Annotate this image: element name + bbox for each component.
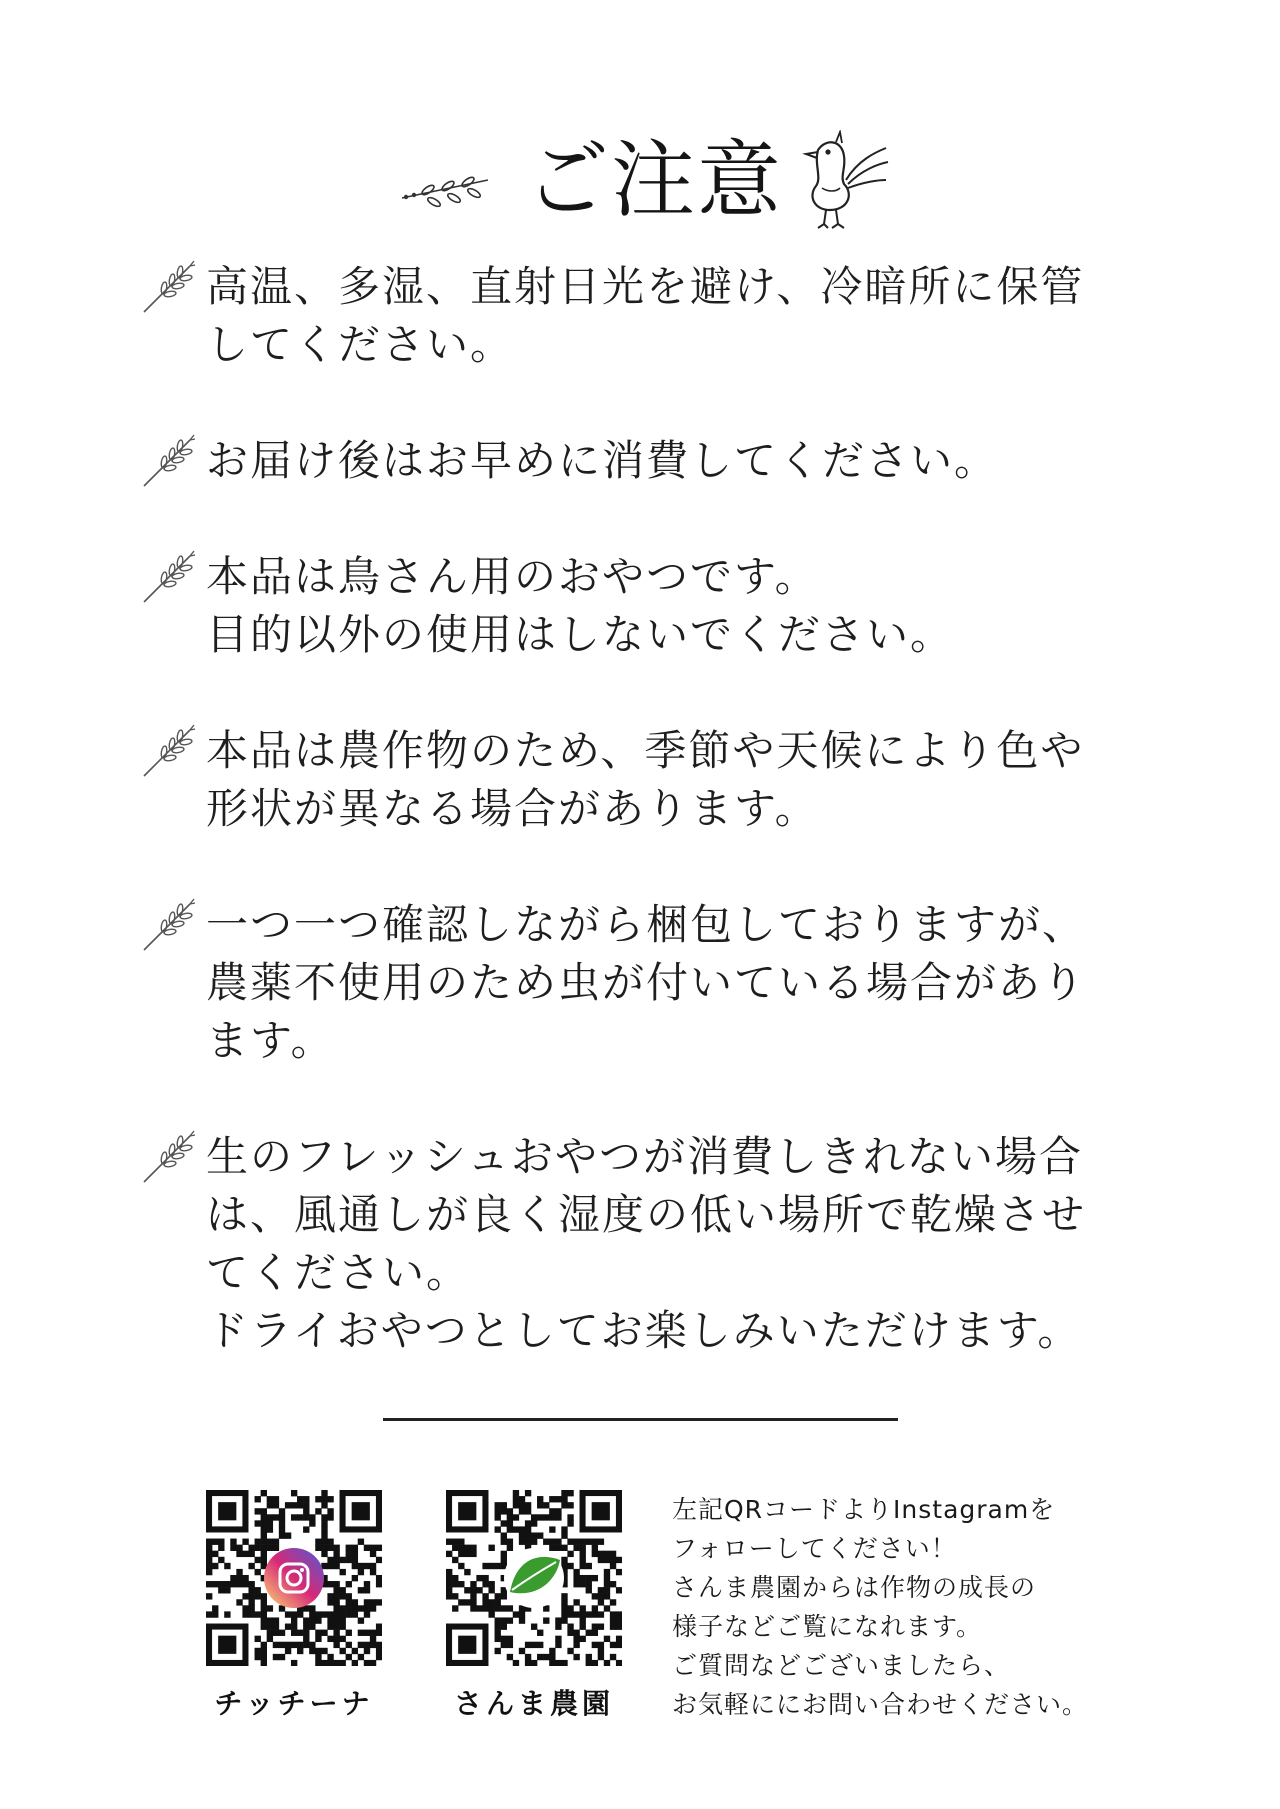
- qr-block-farm: [446, 1490, 626, 1722]
- qr-block-instagram: [206, 1490, 386, 1722]
- instagram-icon: [264, 1548, 324, 1608]
- wheat-icon: [140, 1130, 196, 1186]
- note-line: 生のフレッシュおやつが消費しきれない場合: [206, 1132, 1084, 1181]
- note-line: ドライおやつとしてお楽しみいただけます。: [206, 1306, 1082, 1355]
- note-text: [206, 258, 1170, 374]
- note-text: [206, 896, 1170, 1070]
- info-line: 様子などご覧になれます。: [672, 1612, 983, 1641]
- info-line: ご質問などございましたら、: [672, 1651, 1011, 1680]
- note-line: 形状が異なる場合があります。: [206, 784, 819, 833]
- note-line: ます。: [206, 1016, 335, 1065]
- note-item: [140, 896, 1170, 1070]
- note-text: [206, 1128, 1170, 1360]
- bird-icon: [800, 130, 890, 230]
- note-text: [206, 548, 1170, 664]
- note-line: 本品は鳥さん用のおやつです。: [206, 552, 819, 601]
- note-line: 高温、多湿、直射日光を避け、冷暗所に保管: [206, 262, 1085, 311]
- note-line: してください。: [206, 320, 515, 369]
- wheat-icon: [140, 550, 196, 606]
- note-text: [206, 432, 1170, 490]
- leaf-sprig-icon: [400, 160, 490, 220]
- divider: [383, 1418, 898, 1421]
- note-line: お届け後はお早めに消費してください。: [206, 436, 999, 485]
- note-item: [140, 722, 1170, 838]
- info-line: フォローしてください！: [672, 1534, 957, 1563]
- page-title: ご注意: [525, 131, 784, 229]
- note-line: 目的以外の使用はしないでください。: [206, 610, 955, 659]
- notes-list: [140, 258, 1170, 1418]
- qr-label: チッチーナ: [214, 1687, 374, 1720]
- note-line: は、風通しが良く湿度の低い場所で乾燥させ: [206, 1190, 1087, 1239]
- wheat-icon: [140, 898, 196, 954]
- note-item: [140, 432, 1170, 490]
- info-line: さんま農園からは作物の成長の: [672, 1573, 1037, 1602]
- wheat-icon: [140, 260, 196, 316]
- qr-code-farm[interactable]: [446, 1490, 622, 1666]
- title-row: [0, 130, 1280, 230]
- qr-code-instagram[interactable]: [206, 1490, 382, 1666]
- info-line: お気軽ににお問い合わせください。: [672, 1690, 1089, 1719]
- note-line: 一つ一つ確認しながら梱包しておりますが、: [206, 900, 1087, 949]
- wheat-icon: [140, 724, 196, 780]
- note-line: 農薬不使用のため虫が付いている場合があり: [206, 958, 1087, 1007]
- qr-label: さんま農園: [453, 1687, 614, 1720]
- note-item: [140, 258, 1170, 374]
- info-text: [672, 1490, 1142, 1724]
- note-line: てください。: [206, 1248, 471, 1297]
- note-text: [206, 722, 1170, 838]
- note-item: [140, 548, 1170, 664]
- info-line: 左記QRコードよりInstagramを: [672, 1495, 1056, 1524]
- note-line: 本品は農作物のため、季節や天候により色や: [206, 726, 1085, 775]
- note-item: [140, 1128, 1170, 1360]
- wheat-icon: [140, 434, 196, 490]
